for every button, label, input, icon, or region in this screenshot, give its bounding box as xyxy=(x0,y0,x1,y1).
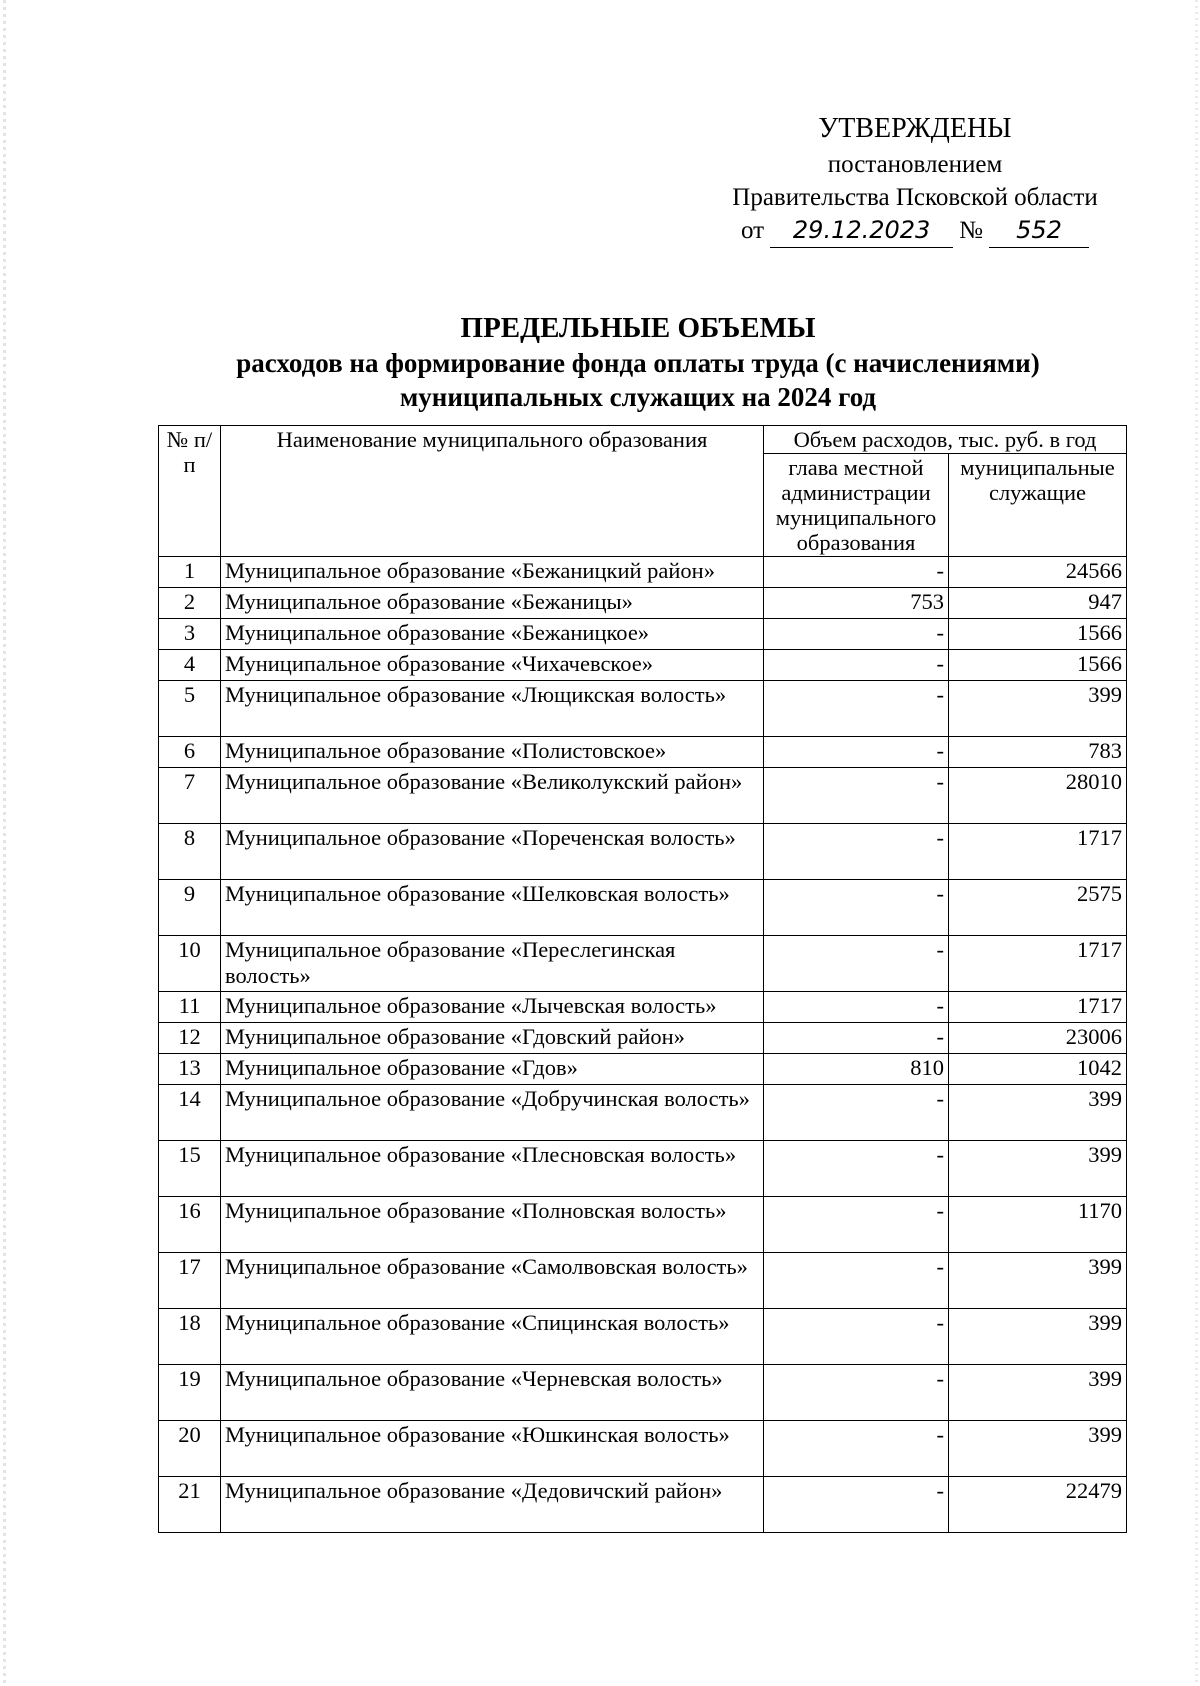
table-row xyxy=(159,1253,1127,1309)
row-employees-value: 399 xyxy=(949,1141,1127,1197)
document-title xyxy=(150,310,1126,414)
row-employees-value: 399 xyxy=(949,1085,1127,1141)
row-number: 18 xyxy=(159,1309,221,1365)
table-row xyxy=(159,1365,1127,1421)
row-name: Муниципальное образование «Бежаницы» xyxy=(221,588,764,619)
row-head-value: - xyxy=(764,824,949,880)
row-number: 7 xyxy=(159,768,221,824)
row-number: 14 xyxy=(159,1085,221,1141)
row-employees-value: 1566 xyxy=(949,650,1127,681)
row-employees-value: 1717 xyxy=(949,992,1127,1023)
header-employees: муниципальные служащие xyxy=(949,454,1127,557)
row-number: 15 xyxy=(159,1141,221,1197)
row-number: 5 xyxy=(159,681,221,737)
title-line-2: расходов на формирование фонда оплаты труда (с начислениями) xyxy=(236,348,1040,378)
row-employees-value: 2575 xyxy=(949,880,1127,936)
table-row xyxy=(159,1197,1127,1253)
approval-line-government: Правительства Псковской области xyxy=(732,184,1098,211)
table-row xyxy=(159,1141,1127,1197)
row-head-value: - xyxy=(764,1253,949,1309)
table-row xyxy=(159,1023,1127,1054)
row-employees-value: 24566 xyxy=(949,557,1127,588)
row-employees-value: 1566 xyxy=(949,619,1127,650)
row-name: Муниципальное образование «Чихачевское» xyxy=(221,650,764,681)
row-number: 8 xyxy=(159,824,221,880)
approval-number: 552 xyxy=(989,214,1089,248)
row-name: Муниципальное образование «Полистовское» xyxy=(221,737,764,768)
table-row xyxy=(159,992,1127,1023)
table-row xyxy=(159,824,1127,880)
row-head-value: - xyxy=(764,737,949,768)
row-name: Муниципальное образование «Бежаницкий район» xyxy=(221,557,764,588)
row-number: 6 xyxy=(159,737,221,768)
scan-edge-left xyxy=(3,0,6,1686)
row-name: Муниципальное образование «Гдов» xyxy=(221,1054,764,1085)
row-employees-value: 399 xyxy=(949,1365,1127,1421)
approval-title: УТВЕРЖДЕНЫ xyxy=(818,113,1012,144)
row-name: Муниципальное образование «Гдовский район» xyxy=(221,1023,764,1054)
row-employees-value: 1717 xyxy=(949,824,1127,880)
row-employees-value: 399 xyxy=(949,681,1127,737)
row-employees-value: 783 xyxy=(949,737,1127,768)
row-name: Муниципальное образование «Полновская волость» xyxy=(221,1197,764,1253)
row-number: 21 xyxy=(159,1477,221,1533)
row-employees-value: 1170 xyxy=(949,1197,1127,1253)
row-head-value: - xyxy=(764,681,949,737)
table-row xyxy=(159,1309,1127,1365)
row-head-value: - xyxy=(764,992,949,1023)
row-employees-value: 28010 xyxy=(949,768,1127,824)
approval-date-line xyxy=(700,214,1130,248)
row-name: Муниципальное образование «Лычевская волость» xyxy=(221,992,764,1023)
row-name: Муниципальное образование «Черневская волость» xyxy=(221,1365,764,1421)
table-row xyxy=(159,1054,1127,1085)
table-row xyxy=(159,768,1127,824)
row-employees-value: 22479 xyxy=(949,1477,1127,1533)
row-number: 2 xyxy=(159,588,221,619)
row-employees-value: 399 xyxy=(949,1253,1127,1309)
table-row xyxy=(159,557,1127,588)
row-name: Муниципальное образование «Пореченская волость» xyxy=(221,824,764,880)
table-row xyxy=(159,650,1127,681)
row-number: 16 xyxy=(159,1197,221,1253)
row-name: Муниципальное образование «Переслегинская волость» xyxy=(221,936,764,992)
approval-date: 29.12.2023 xyxy=(770,214,953,248)
row-head-value: - xyxy=(764,619,949,650)
row-employees-value: 399 xyxy=(949,1309,1127,1365)
row-name: Муниципальное образование «Лющикская волость» xyxy=(221,681,764,737)
expenditure-table xyxy=(158,425,1127,1533)
row-head-value: - xyxy=(764,1309,949,1365)
table-row xyxy=(159,880,1127,936)
row-number: 13 xyxy=(159,1054,221,1085)
header-volume: Объем расходов, тыс. руб. в год xyxy=(764,426,1127,454)
header-num: № п/п xyxy=(159,426,221,557)
table-row xyxy=(159,1085,1127,1141)
row-head-value: - xyxy=(764,936,949,992)
row-head-value: - xyxy=(764,1477,949,1533)
table-row xyxy=(159,681,1127,737)
row-number: 9 xyxy=(159,880,221,936)
approval-line-resolution: постановлением xyxy=(827,151,1003,178)
row-head-value: - xyxy=(764,1421,949,1477)
row-number: 12 xyxy=(159,1023,221,1054)
row-number: 10 xyxy=(159,936,221,992)
row-head-value: - xyxy=(764,1141,949,1197)
table-row xyxy=(159,1421,1127,1477)
row-head-value: - xyxy=(764,880,949,936)
row-head-value: - xyxy=(764,557,949,588)
header-head: глава местной администрации муниципального образования xyxy=(764,454,949,557)
approval-block xyxy=(700,110,1130,248)
table-row xyxy=(159,737,1127,768)
row-name: Муниципальное образование «Плесновская волость» xyxy=(221,1141,764,1197)
number-label: № xyxy=(959,217,983,244)
row-number: 1 xyxy=(159,557,221,588)
row-name: Муниципальное образование «Бежаницкое» xyxy=(221,619,764,650)
row-name: Муниципальное образование «Шелковская волость» xyxy=(221,880,764,936)
row-employees-value: 1717 xyxy=(949,936,1127,992)
row-number: 17 xyxy=(159,1253,221,1309)
row-name: Муниципальное образование «Дедовичский район» xyxy=(221,1477,764,1533)
title-main: ПРЕДЕЛЬНЫЕ ОБЪЕМЫ xyxy=(460,312,816,344)
row-number: 20 xyxy=(159,1421,221,1477)
row-head-value: - xyxy=(764,1365,949,1421)
scan-edge-right xyxy=(1195,0,1198,1686)
from-label: от xyxy=(741,217,765,244)
table-row xyxy=(159,619,1127,650)
row-name: Муниципальное образование «Самолвовская волость» xyxy=(221,1253,764,1309)
row-employees-value: 23006 xyxy=(949,1023,1127,1054)
table-row xyxy=(159,936,1127,992)
row-head-value: 753 xyxy=(764,588,949,619)
row-head-value: - xyxy=(764,1197,949,1253)
table-row xyxy=(159,1477,1127,1533)
row-head-value: 810 xyxy=(764,1054,949,1085)
row-name: Муниципальное образование «Спицинская волость» xyxy=(221,1309,764,1365)
row-head-value: - xyxy=(764,1023,949,1054)
table-row xyxy=(159,588,1127,619)
row-employees-value: 399 xyxy=(949,1421,1127,1477)
row-name: Муниципальное образование «Великолукский район» xyxy=(221,768,764,824)
title-line-3: муниципальных служащих на 2024 год xyxy=(399,382,877,412)
row-number: 19 xyxy=(159,1365,221,1421)
row-employees-value: 1042 xyxy=(949,1054,1127,1085)
row-head-value: - xyxy=(764,768,949,824)
row-number: 3 xyxy=(159,619,221,650)
row-number: 4 xyxy=(159,650,221,681)
row-head-value: - xyxy=(764,1085,949,1141)
row-employees-value: 947 xyxy=(949,588,1127,619)
row-number: 11 xyxy=(159,992,221,1023)
header-name: Наименование муниципального образования xyxy=(221,426,764,557)
row-name: Муниципальное образование «Юшкинская волость» xyxy=(221,1421,764,1477)
row-head-value: - xyxy=(764,650,949,681)
row-name: Муниципальное образование «Добручинская волость» xyxy=(221,1085,764,1141)
